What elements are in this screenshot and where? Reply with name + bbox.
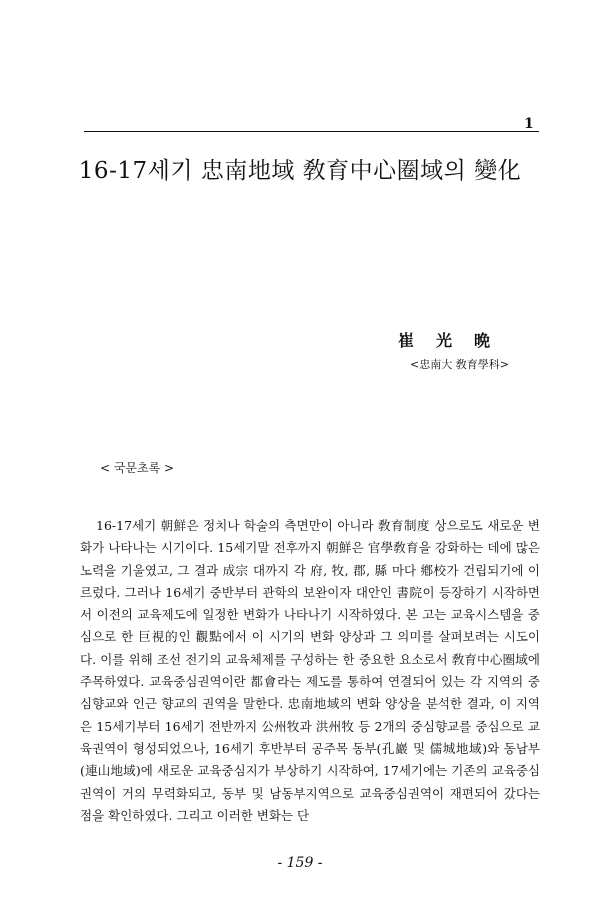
paper-title: 16-17세기 忠南地域 敎育中心圈域의 變化 bbox=[78, 158, 522, 184]
abstract-heading: < 국문초록 > bbox=[100, 461, 175, 475]
header-page-number: 1 bbox=[524, 116, 534, 132]
author-name: 崔光晩 bbox=[398, 331, 513, 350]
header-rule bbox=[84, 131, 539, 132]
footer-page-number: - 159 - bbox=[277, 855, 323, 871]
author-affiliation: <忠南大 敎育學科> bbox=[410, 358, 509, 371]
abstract-body bbox=[80, 515, 540, 827]
abstract-paragraph: 16-17세기 朝鮮은 정치나 학술의 측면만이 아니라 敎育制度 상으로도 새로운 변화가 나타나는 시기이다. 15세기말 전후까지 朝鮮은 官學敎育을 강화하는 데에 많은 노력을 기울였고, 그 결과 成宗 대까지 각 府, 牧, 郡, 縣 마다 鄕校가 건립되기에 이르렀다. 그러나 16세기 중반부터 관학의 보완이자 대안인 書院이 등장하기 시작하면서 이전의 교육제도에 일정한 변화가 나타나기 시작하였다. 본 고는 교육시스템을 중심으로 한 巨視的인 觀點에서 이 시기의 변화 양상과 그 의미를 살펴보려는 시도이다. 이를 위해 조선 전기의 교육체제를 구성하는 한 중요한 요소로서 敎育中心圈域에 주목하였다. 교육중심권역이란 都會라는 제도를 통하여 연결되어 있는 각 지역의 중심향교와 인근 향교의 권역을 말한다. 忠南地域의 변화 양상을 분석한 결과, 이 지역은 15세기부터 16세기 전반까지 公州牧과 洪州牧 등 2개의 중심향교를 중심으로 교육권역이 형성되었으나, 16세기 후반부터 공주목 동부(孔巖 및 儒城地域)와 동남부(連山地域)에 새로운 교육중심지가 부상하기 시작하여, 17세기에는 기존의 교육중심권역이 거의 무력화되고, 동부 및 남동부지역으로 교육중심권역이 재편되어 갔다는 점을 확인하였다. 그리고 이러한 변화는 단 bbox=[80, 518, 540, 823]
